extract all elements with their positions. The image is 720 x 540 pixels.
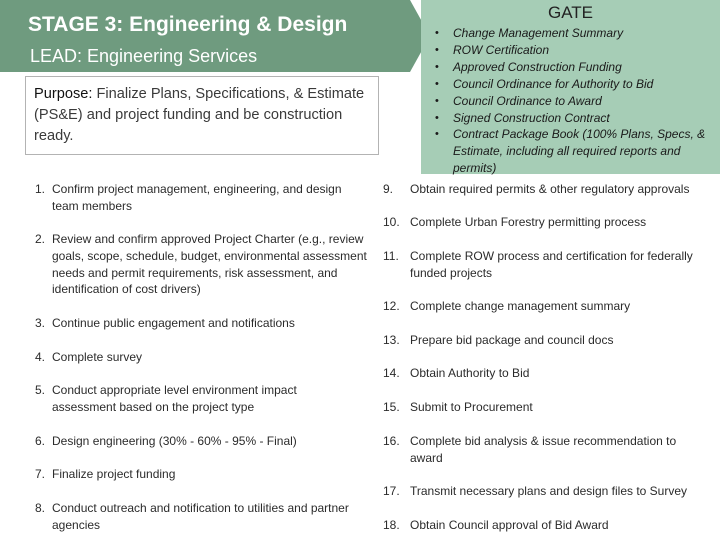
step-text: Confirm project management, engineering, and design team members <box>52 182 342 213</box>
step-number: 8. <box>35 501 46 515</box>
step-number: 3. <box>35 316 46 330</box>
step-number: 13. <box>383 333 400 347</box>
step-text: Continue public engagement and notifications <box>52 316 295 330</box>
step-item <box>383 332 718 349</box>
bullet-icon: • <box>435 94 439 107</box>
step-text: Design engineering (30% - 60% - 95% - Final) <box>52 434 297 448</box>
stage-lead: LEAD: Engineering Services <box>30 46 258 66</box>
step-number: 12. <box>383 299 400 313</box>
gate-item <box>433 59 715 76</box>
step-item <box>383 399 718 416</box>
step-text: Transmit necessary plans and design files to Survey <box>410 484 688 498</box>
gate-item-text: Council Ordinance to Award <box>453 93 602 108</box>
step-number: 1. <box>35 182 46 196</box>
step-item <box>35 181 370 215</box>
step-item <box>383 248 718 282</box>
gate-item <box>433 93 715 110</box>
gate-item <box>433 42 715 59</box>
purpose-text: Finalize Plans, Specifications, & Estimate (PS&E) and project funding and be construction ready. <box>34 86 365 144</box>
gate-list <box>433 25 715 177</box>
step-item <box>383 214 718 231</box>
gate-title: GATE <box>547 3 594 22</box>
step-number: 10. <box>383 215 400 229</box>
step-item <box>383 433 703 467</box>
step-item <box>35 349 370 366</box>
step-text: Obtain Authority to Bid <box>410 366 530 380</box>
step-item <box>383 365 718 382</box>
step-number: 16. <box>383 434 400 448</box>
step-text: Finalize project funding <box>52 467 176 481</box>
step-item <box>35 433 370 450</box>
step-text: Conduct appropriate level environment impact assessment based on the project type <box>52 383 297 414</box>
stage-title: STAGE 3: Engineering & Design <box>28 13 348 36</box>
step-item <box>35 315 370 332</box>
bullet-icon: • <box>435 60 439 73</box>
step-item <box>383 181 718 198</box>
gate-box <box>421 0 720 174</box>
step-text: Review and confirm approved Project Charter (e.g., review goals, scope, schedule, budget, environmental assessment needs and permit requirements, risk assessment, and identification of cost drivers) <box>52 232 367 297</box>
step-text: Obtain required permits & other regulatory approvals <box>410 182 690 196</box>
bullet-icon: • <box>435 128 439 141</box>
step-text: Complete ROW process and certification for federally funded projects <box>410 249 693 280</box>
step-text: Complete change management summary <box>410 299 631 313</box>
step-number: 4. <box>35 350 46 364</box>
purpose-label: Purpose: <box>34 86 93 102</box>
step-text: Obtain Council approval of Bid Award <box>410 518 609 532</box>
step-item <box>35 382 335 416</box>
gate-item-text: Contract Package Book (100% Plans, Specs, & Estimate, including all required reports and permits) <box>453 127 706 176</box>
step-item <box>35 231 370 298</box>
gate-item <box>433 110 715 127</box>
gate-item-text: ROW Certification <box>453 42 550 57</box>
step-number: 18. <box>383 518 400 532</box>
gate-item <box>433 25 715 42</box>
gate-item-text: Council Ordinance for Authority to Bid <box>453 76 654 91</box>
gate-item-text: Change Management Summary <box>453 26 624 40</box>
gate-item <box>433 76 715 93</box>
bullet-icon: • <box>435 43 439 56</box>
step-text: Submit to Procurement <box>410 400 533 414</box>
step-number: 14. <box>383 366 400 380</box>
step-text: Complete survey <box>52 350 143 364</box>
stage-banner <box>0 0 430 72</box>
step-item <box>383 517 718 534</box>
step-number: 9. <box>383 182 394 196</box>
step-text: Complete bid analysis & issue recommendation to award <box>410 434 677 465</box>
step-text: Conduct outreach and notification to utilities and partner agencies <box>52 501 349 532</box>
step-item <box>35 500 380 534</box>
bullet-icon: • <box>435 27 439 39</box>
step-text: Prepare bid package and council docs <box>410 333 614 347</box>
step-item <box>383 483 718 500</box>
step-number: 6. <box>35 434 46 448</box>
step-text: Complete Urban Forestry permitting process <box>410 215 647 229</box>
purpose-box <box>25 76 379 155</box>
step-number: 2. <box>35 232 46 246</box>
gate-item <box>433 126 715 177</box>
step-item <box>383 298 718 315</box>
step-item <box>35 466 370 483</box>
gate-item-text: Signed Construction Contract <box>453 110 610 125</box>
bullet-icon: • <box>435 77 439 90</box>
step-number: 5. <box>35 383 46 397</box>
step-number: 7. <box>35 467 46 481</box>
step-number: 11. <box>383 249 399 263</box>
bullet-icon: • <box>435 111 439 124</box>
step-number: 15. <box>383 400 400 414</box>
step-number: 17. <box>383 484 400 498</box>
gate-item-text: Approved Construction Funding <box>453 59 622 74</box>
